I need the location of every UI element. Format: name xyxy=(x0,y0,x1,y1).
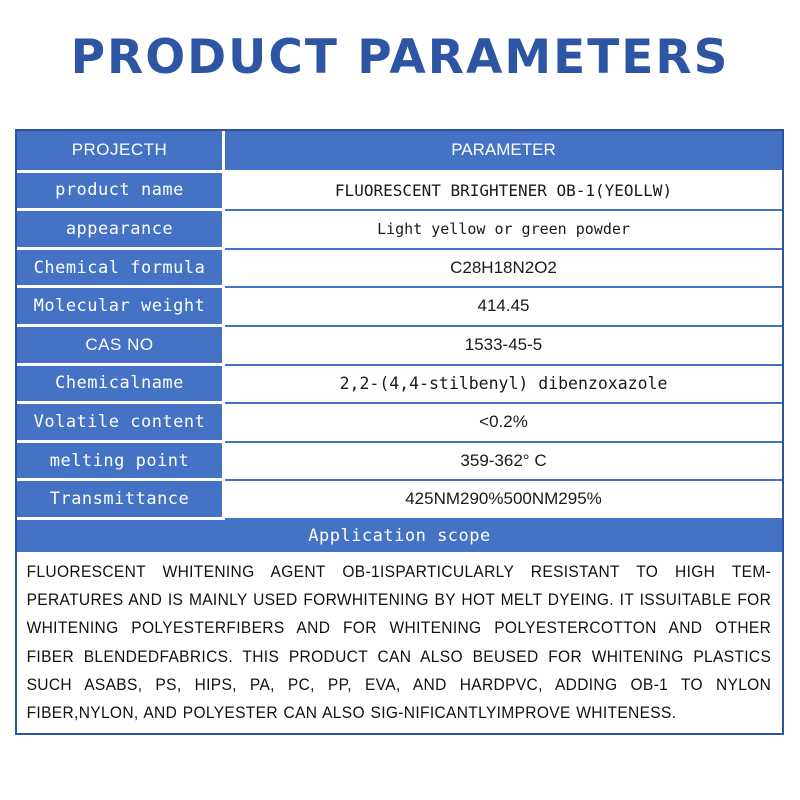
application-scope-heading: Application scope xyxy=(17,517,782,552)
row-label: Molecular weight xyxy=(17,288,222,324)
row-label: Chemicalname xyxy=(17,366,222,402)
row-value: 425NM290%500NM295% xyxy=(225,481,782,517)
header-parameter: PARAMETER xyxy=(225,131,782,170)
table-row-volatile-content xyxy=(17,401,782,440)
table-row-appearance xyxy=(17,208,782,247)
parameters-table xyxy=(15,129,784,735)
row-label: Volatile content xyxy=(17,404,222,440)
row-value: C28H18N2O2 xyxy=(225,250,782,286)
row-value: 414.45 xyxy=(225,288,782,324)
table-row-chemical-name xyxy=(17,363,782,402)
row-label: appearance xyxy=(17,211,222,247)
row-value: Light yellow or green powder xyxy=(225,211,782,247)
row-value: 1533-45-5 xyxy=(225,327,782,363)
row-label: Chemical formula xyxy=(17,250,222,286)
row-label: melting point xyxy=(17,443,222,479)
table-row-transmittance xyxy=(17,478,782,517)
row-value: 359-362° C xyxy=(225,443,782,479)
row-value: FLUORESCENT BRIGHTENER OB-1(YEOLLW) xyxy=(225,173,782,209)
table-row-cas-no xyxy=(17,324,782,363)
row-label: product name xyxy=(17,173,222,209)
row-value: 2,2-(4,4-stilbenyl) dibenzoxazole xyxy=(225,366,782,402)
row-label: CAS NO xyxy=(17,327,222,363)
table-row-melting-point xyxy=(17,440,782,479)
page-title: PRODUCT PARAMETERS xyxy=(70,30,730,85)
row-value: <0.2% xyxy=(225,404,782,440)
table-header-row xyxy=(17,131,782,170)
table-row-chemical-formula xyxy=(17,247,782,286)
table-row-molecular-weight xyxy=(17,285,782,324)
application-scope-container xyxy=(17,552,782,733)
table-row-product-name xyxy=(17,170,782,209)
header-projecth: PROJECTH xyxy=(17,131,222,170)
application-scope-text: FLUORESCENT WHITENING AGENT OB-1ISPARTICULARLY RESISTANT TO HIGH TEM-PERATURES AND IS MAINLY USED FORWHITENING BY HOT MELT DYEING. IT ISSUITABLE FOR WHITENING POLYESTERFIBERS AND FOR WHITENING POLYESTERCOTTON AND OTHER FIBER BLENDEDFABRICS. THIS PRODUCT CAN ALSO BEUSED FOR WHITENING PLASTICS SUCH ASABS, PS, HIPS, PA, PC, PP, EVA, AND HARDPVC, ADDING OB-1 TO NYLON FIBER,NYLON, AND POLYESTER CAN ALSO SIG-NIFICANTLYIMPROVE WHITENESS. xyxy=(26,562,772,722)
row-label: Transmittance xyxy=(17,481,222,517)
